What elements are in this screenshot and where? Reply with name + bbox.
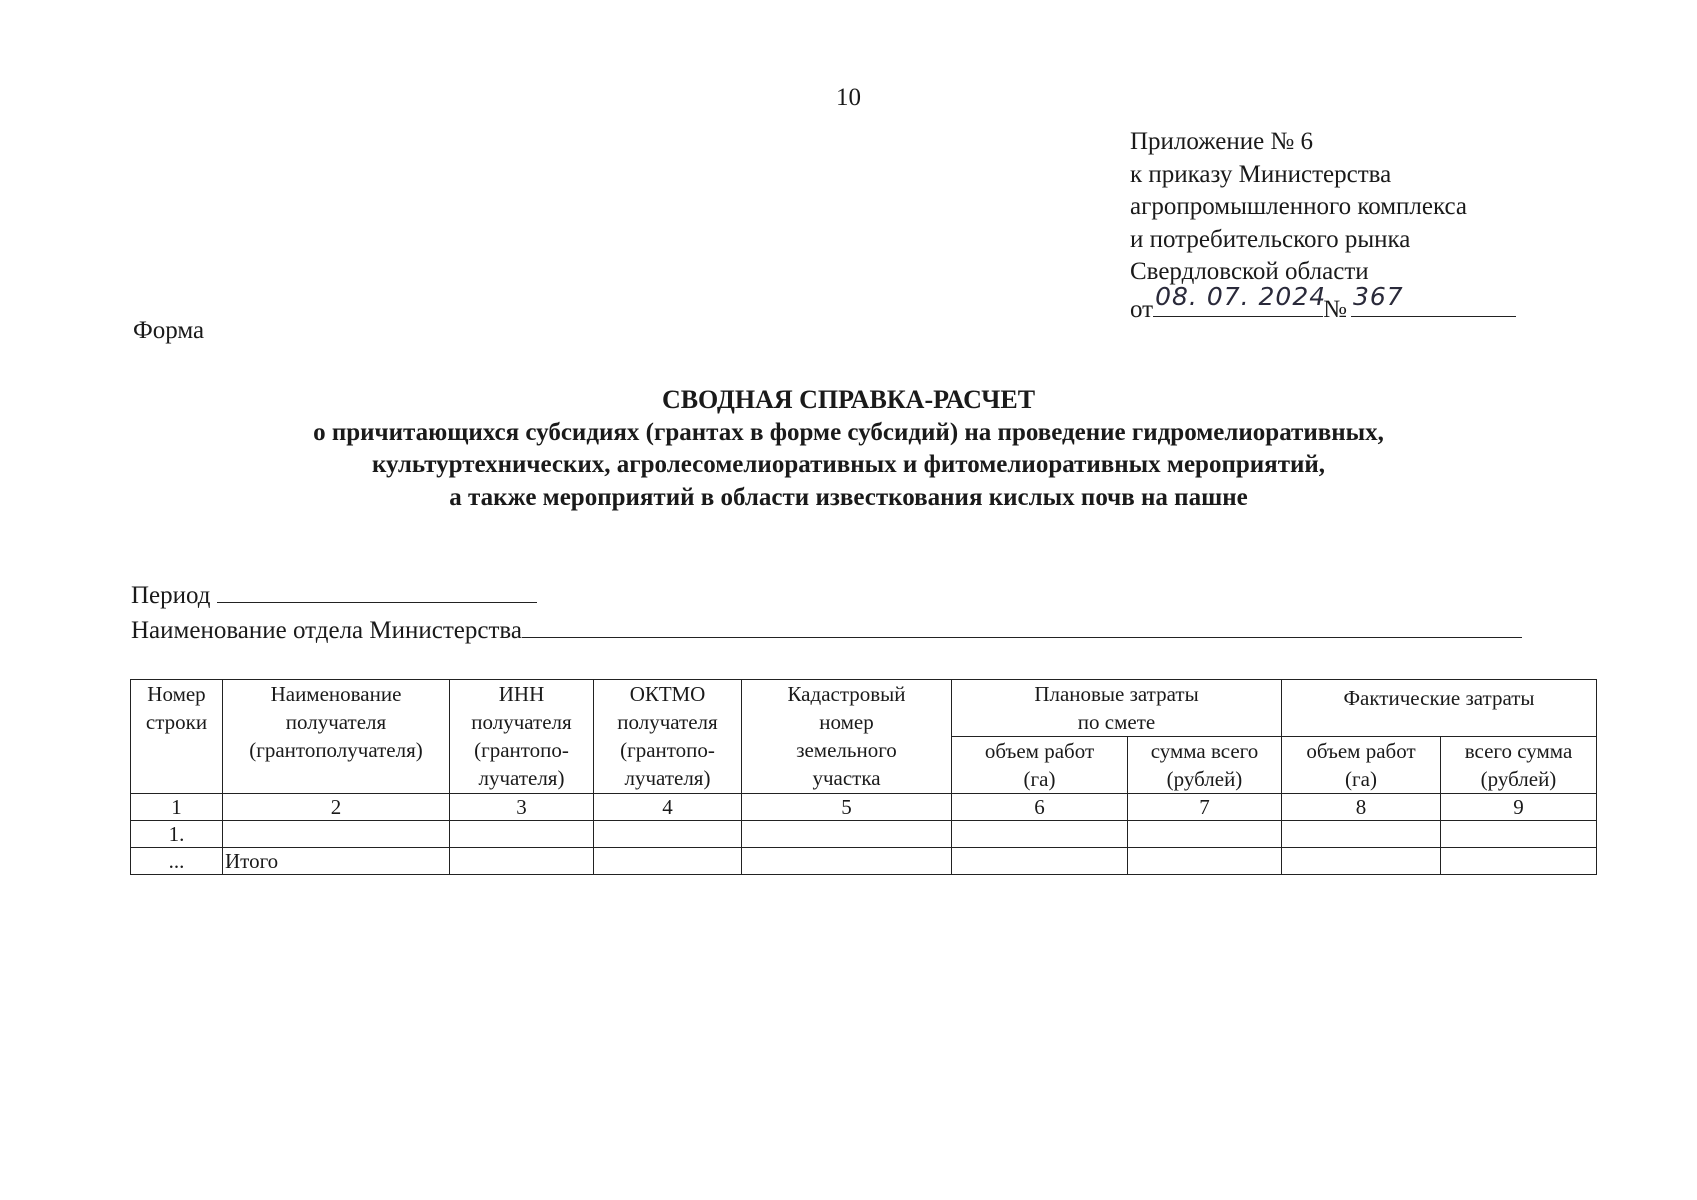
period-label: Период	[131, 582, 211, 609]
column-number: 5	[742, 794, 952, 821]
header-actual-sum: всего сумма (рублей)	[1441, 737, 1597, 794]
appendix-line: агропромышленного комплекса	[1130, 193, 1468, 220]
planned-volume-cell[interactable]	[952, 848, 1128, 875]
number-label: №	[1323, 295, 1347, 323]
date-field	[1153, 281, 1327, 317]
total-row	[131, 848, 1597, 875]
header-planned-volume: объем работ (га)	[952, 737, 1128, 794]
inn-cell[interactable]	[450, 821, 594, 848]
page-number: 10	[836, 84, 861, 111]
department-input[interactable]	[522, 613, 1522, 638]
planned-volume-cell[interactable]	[952, 821, 1128, 848]
appendix-block	[1130, 126, 1516, 321]
inn-cell[interactable]	[450, 848, 594, 875]
actual-volume-cell[interactable]	[1282, 821, 1441, 848]
handwritten-number: 367	[1352, 281, 1404, 311]
oktmo-cell[interactable]	[594, 848, 742, 875]
department-row	[131, 613, 1522, 648]
row-number-cell: ...	[131, 848, 223, 875]
header-actual: Фактические затраты	[1282, 680, 1597, 737]
number-field	[1351, 281, 1516, 317]
header-recipient-name: Наименование получателя (грантополучателя)	[223, 680, 450, 794]
actual-sum-cell[interactable]	[1441, 821, 1597, 848]
header-cadastral: Кадастровый номер земельного участка	[742, 680, 952, 794]
actual-volume-cell[interactable]	[1282, 848, 1441, 875]
title-line-4: а также мероприятий в области известкования кислых почв на пашне	[449, 483, 1248, 511]
document-title	[0, 384, 1697, 514]
period-input[interactable]	[217, 578, 537, 603]
column-number: 8	[1282, 794, 1441, 821]
title-line-1: СВОДНАЯ СПРАВКА-РАСЧЕТ	[661, 385, 1036, 414]
title-line-2: о причитающихся субсидиях (грантах в форме субсидий) на проведение гидромелиоративных,	[313, 418, 1384, 446]
department-label: Наименование отдела Министерства	[131, 617, 522, 644]
header-actual-volume: объем работ (га)	[1282, 737, 1441, 794]
title-line-3: культуртехнических, агролесомелиоративных и фитомелиоративных мероприятий,	[371, 451, 1326, 478]
actual-sum-cell[interactable]	[1441, 848, 1597, 875]
total-label-cell: Итого	[223, 848, 450, 875]
header-planned-sum: сумма всего (рублей)	[1128, 737, 1282, 794]
header-row-number: Номер строки	[131, 680, 223, 794]
cadastral-cell[interactable]	[742, 821, 952, 848]
column-number: 1	[131, 794, 223, 821]
header-fields	[131, 578, 1522, 648]
planned-sum-cell[interactable]	[1128, 821, 1282, 848]
calculation-table	[130, 679, 1597, 875]
column-number: 6	[952, 794, 1128, 821]
order-reference	[1130, 281, 1516, 323]
column-number: 4	[594, 794, 742, 821]
from-label: от	[1130, 295, 1154, 323]
recipient-cell[interactable]	[223, 821, 450, 848]
column-number-row	[131, 794, 1597, 821]
header-inn: ИНН получателя (грантопо- лучателя)	[450, 680, 594, 794]
header-oktmo: ОКТМО получателя (грантопо- лучателя)	[594, 680, 742, 794]
cadastral-cell[interactable]	[742, 848, 952, 875]
column-number: 3	[450, 794, 594, 821]
column-number: 7	[1128, 794, 1282, 821]
oktmo-cell[interactable]	[594, 821, 742, 848]
column-number: 2	[223, 794, 450, 821]
row-number-cell: 1.	[131, 821, 223, 848]
planned-sum-cell[interactable]	[1128, 848, 1282, 875]
handwritten-date: 08. 07. 2024	[1155, 281, 1327, 311]
header-row-1	[131, 680, 1597, 737]
column-number: 9	[1441, 794, 1597, 821]
appendix-line: Свердловской области	[1130, 258, 1369, 285]
appendix-line: Приложение № 6	[1130, 128, 1314, 155]
appendix-line: к приказу Министерства	[1130, 160, 1392, 188]
period-row	[131, 578, 1522, 613]
appendix-line: и потребительского рынка	[1130, 225, 1411, 253]
header-planned: Плановые затраты по смете	[952, 680, 1282, 737]
table-row	[131, 821, 1597, 848]
form-label: Форма	[133, 317, 205, 344]
